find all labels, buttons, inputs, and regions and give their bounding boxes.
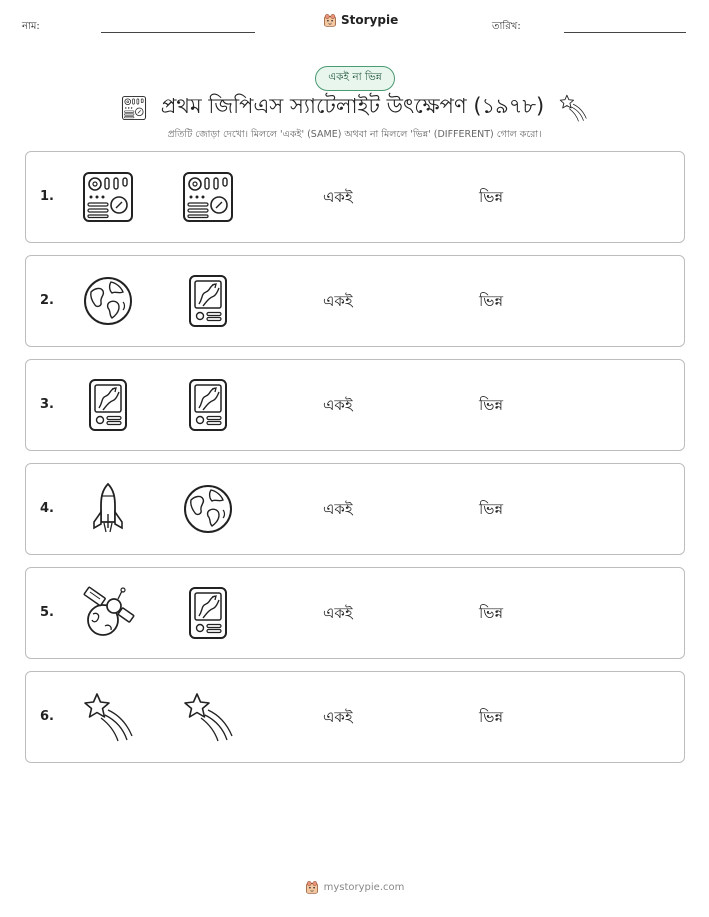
instructions: প্রতিটি জোড়া দেখো। মিললে 'একই' (SAME) অথবা না মিললে 'ভিন্ন' (DIFFERENT) গোল করো।	[167, 129, 542, 140]
name-label: নাম:	[22, 21, 40, 32]
row-number: 6.	[40, 709, 54, 724]
different-option[interactable]: ভিন্ন	[479, 604, 504, 622]
globe-icon	[181, 482, 235, 536]
date-label: তারিখ:	[492, 21, 521, 32]
name-input-line[interactable]	[101, 32, 255, 33]
same-option[interactable]: একই	[323, 292, 353, 310]
gps-device-icon	[181, 586, 235, 640]
control-panel-icon	[121, 95, 147, 121]
row-number: 1.	[40, 189, 54, 204]
shooting-star-icon	[181, 690, 235, 744]
exercise-row	[25, 151, 685, 243]
globe-icon	[81, 274, 135, 328]
row-number: 3.	[40, 397, 54, 412]
exercise-row	[25, 671, 685, 763]
satellite-globe-icon	[81, 586, 135, 640]
footer	[0, 880, 709, 894]
footer-url: mystorypie.com	[323, 881, 405, 893]
date-input-line[interactable]	[564, 32, 686, 33]
brand-logo	[323, 13, 398, 27]
storypie-logo-icon	[305, 880, 319, 894]
same-option[interactable]: একই	[323, 708, 353, 726]
storypie-logo-icon	[323, 13, 337, 27]
exercise-row	[25, 255, 685, 347]
row-number: 5.	[40, 605, 54, 620]
gps-device-icon	[81, 378, 135, 432]
brand-name: Storypie	[341, 13, 399, 27]
row-number: 4.	[40, 501, 54, 516]
exercise-row	[25, 567, 685, 659]
different-option[interactable]: ভিন্ন	[479, 708, 504, 726]
title-row	[0, 90, 709, 125]
same-option[interactable]: একই	[323, 500, 353, 518]
different-option[interactable]: ভিন্ন	[479, 188, 504, 206]
exercise-row	[25, 463, 685, 555]
different-option[interactable]: ভিন্ন	[479, 396, 504, 414]
same-option[interactable]: একই	[323, 396, 353, 414]
control-panel-icon	[81, 170, 135, 224]
different-option[interactable]: ভিন্ন	[479, 500, 504, 518]
shooting-star-icon	[81, 690, 135, 744]
row-number: 2.	[40, 293, 54, 308]
same-option[interactable]: একই	[323, 188, 353, 206]
different-option[interactable]: ভিন্ন	[479, 292, 504, 310]
exercise-row	[25, 359, 685, 451]
shooting-star-icon	[558, 93, 588, 123]
control-panel-icon	[181, 170, 235, 224]
worksheet-type-badge: একই না ভিন্ন	[315, 66, 395, 91]
rocket-icon	[81, 482, 135, 536]
gps-device-icon	[181, 274, 235, 328]
page-title: প্রথম জিপিএস স্যাটেলাইট উৎক্ষেপণ (১৯৭৮)	[160, 94, 545, 118]
gps-device-icon	[181, 378, 235, 432]
same-option[interactable]: একই	[323, 604, 353, 622]
